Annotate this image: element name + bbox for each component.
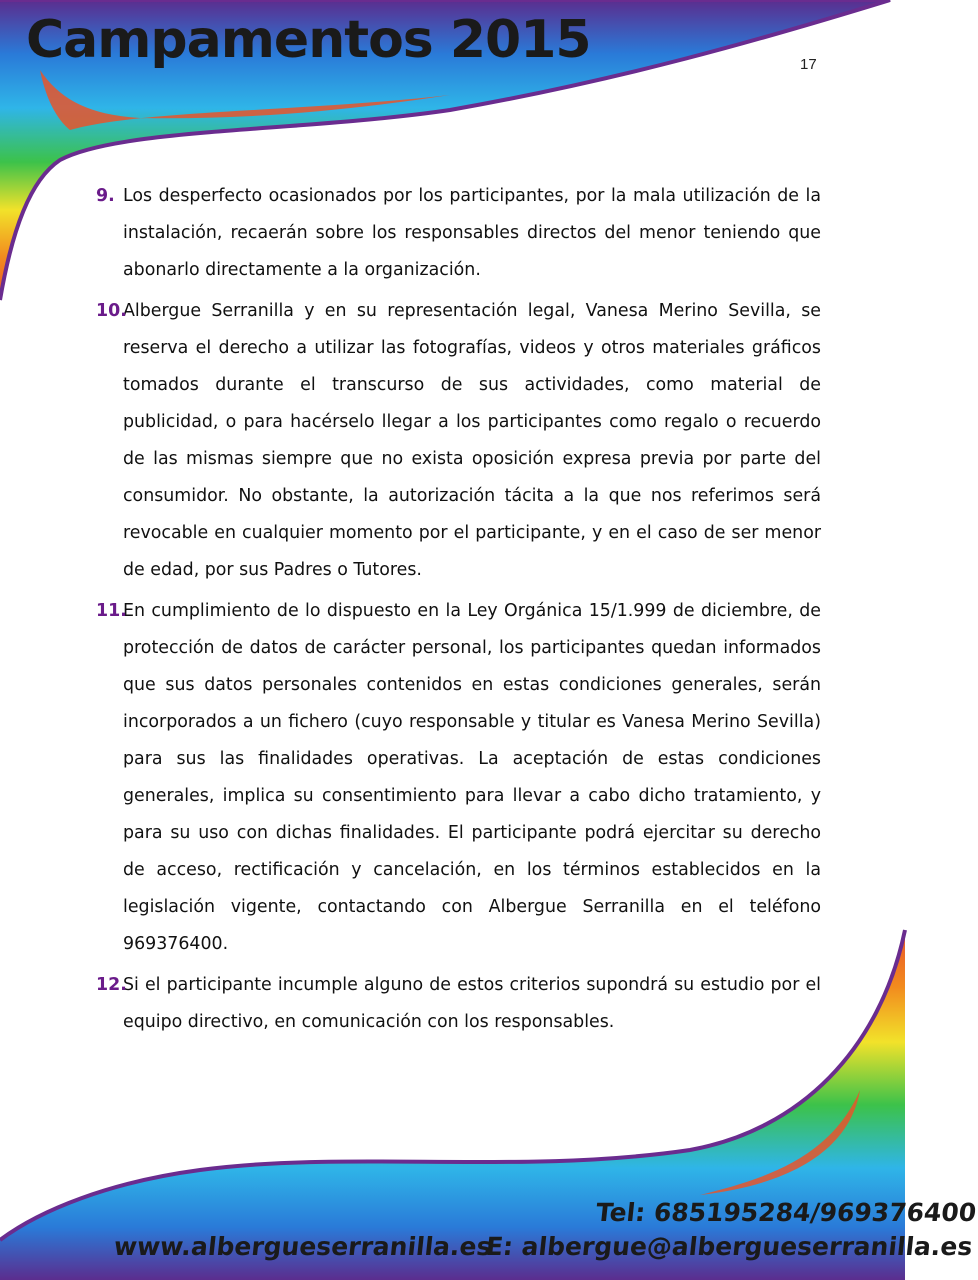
footer-telephone: Tel: 685195284/969376400 [594,1198,978,1227]
conditions-list [96,178,821,1045]
list-item [96,293,821,589]
page-title: Campamentos 2015 [26,10,591,70]
item-text: Si el participante incumple alguno de estos criterios supondrá su estudio por el equipo directivo, en comunicación con los responsables. [123,975,821,1032]
item-number: 12. [96,975,127,995]
item-number: 10. [96,301,127,321]
item-number: 11. [96,601,127,621]
footer-email: E: albergue@albergueserranilla.es [484,1232,974,1261]
item-text: Albergue Serranilla y en su representación legal, Vanesa Merino Sevilla, se reserva el derecho a utilizar las fotografías, videos y otros materiales gráficos tomados durante el transcurso de sus actividades, como material de publicidad, o para hacérselo llegar a los participantes como regalo o recuerdo de las mismas siempre que no exista oposición expresa previa por parte del consumidor. No obstante, la autorización tácita a la que nos referimos será revocable en cualquier momento por el participante, y en el caso de ser menor de edad, por sus Padres o Tutores. [123,301,821,580]
item-number: 9. [96,186,115,206]
page-number: 17 [800,56,817,73]
footer-website: www.albergueserranilla.es [112,1232,494,1261]
list-item [96,593,821,963]
list-item [96,178,821,289]
list-item [96,967,821,1041]
item-text: Los desperfecto ocasionados por los participantes, por la mala utilización de la instalación, recaerán sobre los responsables directos del menor teniendo que abonarlo directamente a la organización. [123,186,821,280]
item-text: En cumplimiento de lo dispuesto en la Ley Orgánica 15/1.999 de diciembre, de protección de datos de carácter personal, los participantes quedan informados que sus datos personales contenidos en estas condiciones generales, serán incorporados a un fichero (cuyo responsable y titular es Vanesa Merino Sevilla) para sus las finalidades operativas. La aceptación de estas condiciones generales, implica su consentimiento para llevar a cabo dicho tratamiento, y para su uso con dichas finalidades. El participante podrá ejercitar su derecho de acceso, rectificación y cancelación, en los términos establecidos en la legislación vigente, contactando con Albergue Serranilla en el teléfono 969376400. [123,601,821,954]
